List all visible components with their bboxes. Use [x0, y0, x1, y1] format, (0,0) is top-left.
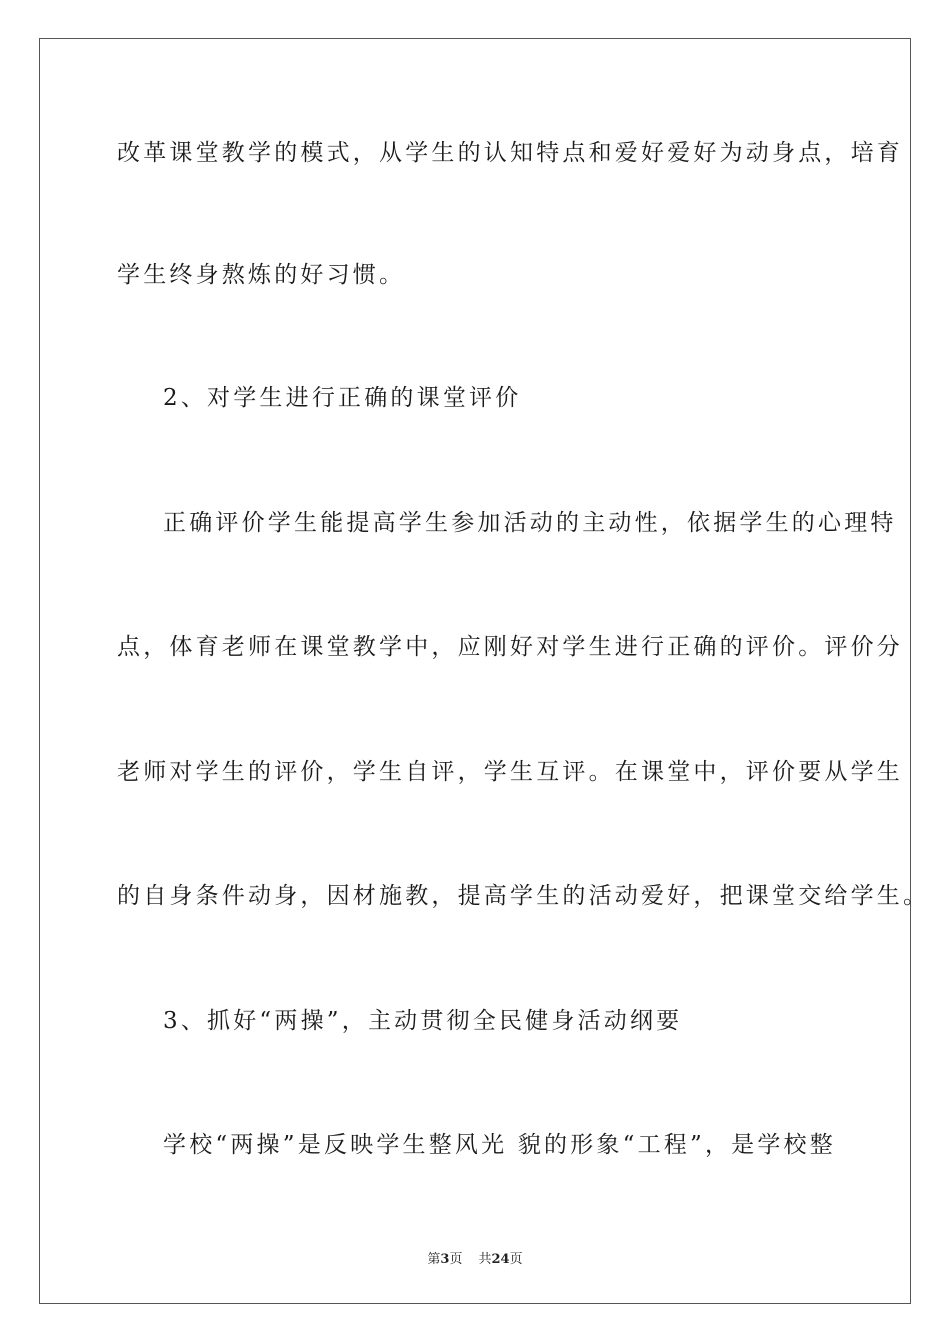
body-text-line: 老师对学生的评价，学生自评，学生互评。在课堂中，评价要从学生	[117, 759, 903, 785]
footer-page-number: 3	[440, 1252, 450, 1267]
body-text-line: 学生终身熬炼的好习惯。	[117, 262, 406, 288]
footer-total-suffix: 页	[509, 1252, 523, 1267]
body-text-line: 学校“两操”是反映学生整风光 貌的形象“工程”，是学校整	[163, 1132, 836, 1158]
footer-page-suffix: 页	[449, 1252, 463, 1267]
body-text-line: 改革课堂教学的模式，从学生的认知特点和爱好爱好为动身点，培育	[117, 140, 903, 166]
footer-total-pages: 24	[491, 1252, 510, 1267]
section-heading: 2、对学生进行正确的课堂评价	[163, 385, 522, 411]
footer-page-prefix: 第	[427, 1252, 441, 1267]
page-border	[39, 38, 911, 1304]
page-footer	[0, 1248, 950, 1267]
body-text-line: 的自身条件动身，因材施教，提高学生的活动爱好，把课堂交给学生。	[117, 883, 930, 909]
footer-total-prefix: 共	[478, 1252, 492, 1267]
section-heading: 3、抓好“两操”，主动贯彻全民健身活动纲要	[163, 1008, 683, 1034]
body-text-line: 点，体育老师在课堂教学中，应刚好对学生进行正确的评价。评价分	[117, 634, 903, 660]
body-text-line: 正确评价学生能提高学生参加活动的主动性，依据学生的心理特	[163, 510, 897, 536]
